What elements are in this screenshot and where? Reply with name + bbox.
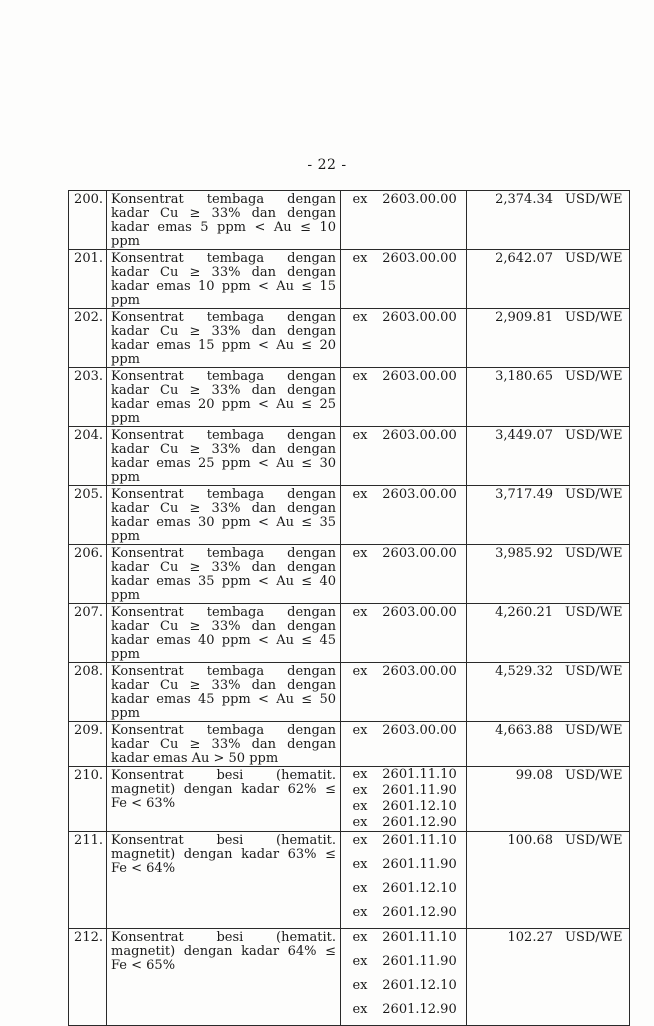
price-cell: [467, 929, 630, 1026]
hs-code: 2603.00.00: [382, 310, 457, 325]
hs-code-line: [341, 929, 466, 953]
export-price-value: 3,180.65: [495, 369, 553, 384]
hs-code: 2601.12.10: [382, 978, 457, 993]
row-number: 200.: [69, 191, 107, 250]
row-number: 201.: [69, 250, 107, 309]
hs-code: 2601.11.10: [382, 930, 457, 945]
export-price-value: 2,909.81: [495, 310, 553, 325]
product-description: Konsentrat tembaga dengan kadar Cu ≥ 33% dan dengan kadar emas 35 ppm < Au ≤ 40 ppm: [107, 545, 341, 604]
hs-code-line: [341, 880, 466, 904]
hs-code: 2603.00.00: [382, 605, 457, 620]
row-number: 207.: [69, 604, 107, 663]
export-price-value: 4,663.88: [495, 723, 553, 738]
price-unit: USD/WE: [565, 192, 623, 207]
ex-marker: ex: [352, 192, 368, 207]
hs-code-line: [341, 250, 466, 266]
export-price-value: 3,985.92: [495, 546, 553, 561]
ex-marker: ex: [352, 487, 368, 502]
product-description: Konsentrat tembaga dengan kadar Cu ≥ 33% dan dengan kadar emas 5 ppm < Au ≤ 10 ppm: [107, 191, 341, 250]
row-number: 211.: [69, 832, 107, 929]
product-description: Konsentrat tembaga dengan kadar Cu ≥ 33% dan dengan kadar emas Au > 50 ppm: [107, 722, 341, 767]
price-unit: USD/WE: [565, 310, 623, 325]
price-unit: USD/WE: [565, 930, 623, 945]
hs-code-line: [341, 953, 466, 977]
price-unit: USD/WE: [565, 768, 623, 783]
hs-code-line: [341, 977, 466, 1001]
hs-code-line: [341, 799, 466, 815]
hs-code-line: [341, 832, 466, 856]
hs-code: 2603.00.00: [382, 487, 457, 502]
price-unit: USD/WE: [565, 664, 623, 679]
price-cell: [467, 832, 630, 929]
product-description: Konsentrat tembaga dengan kadar Cu ≥ 33% dan dengan kadar emas 45 ppm < Au ≤ 50 ppm: [107, 663, 341, 722]
ex-marker: ex: [352, 723, 368, 738]
price-unit: USD/WE: [565, 546, 623, 561]
export-price-value: 3,449.07: [495, 428, 553, 443]
hs-code: 2601.12.10: [382, 881, 457, 896]
row-number: 212.: [69, 929, 107, 1026]
hs-code-cell: [341, 832, 467, 929]
hs-code-line: [341, 815, 466, 831]
ex-marker: ex: [352, 664, 368, 679]
hs-code: 2601.12.90: [382, 1002, 457, 1017]
hs-code: 2601.12.90: [382, 815, 457, 830]
hs-code-line: [341, 856, 466, 880]
product-description: Konsentrat tembaga dengan kadar Cu ≥ 33% dan dengan kadar emas 20 ppm < Au ≤ 25 ppm: [107, 368, 341, 427]
product-description: Konsentrat besi (hematit. magnetit) dengan kadar 63% ≤ Fe < 64%: [107, 832, 341, 929]
row-number: 209.: [69, 722, 107, 767]
ex-marker: ex: [352, 251, 368, 266]
table-row: [69, 767, 630, 832]
hs-code-line: [341, 767, 466, 783]
export-price-value: 99.08: [515, 768, 553, 783]
hs-code-cell: [341, 767, 467, 832]
hs-code: 2601.11.90: [382, 783, 457, 798]
ex-marker: ex: [352, 930, 368, 945]
row-number: 204.: [69, 427, 107, 486]
hs-code-cell: [341, 722, 467, 767]
table-row: [69, 929, 630, 1026]
hs-code-cell: [341, 309, 467, 368]
hs-code: 2603.00.00: [382, 369, 457, 384]
price-cell: [467, 604, 630, 663]
hs-code-line: [341, 1001, 466, 1025]
export-price-value: 3,717.49: [495, 487, 553, 502]
hs-code-line: [341, 783, 466, 799]
hs-code-line: [341, 663, 466, 679]
ex-marker: ex: [352, 767, 368, 782]
ex-marker: ex: [352, 310, 368, 325]
price-unit: USD/WE: [565, 369, 623, 384]
ex-marker: ex: [352, 881, 368, 896]
hs-code: 2603.00.00: [382, 546, 457, 561]
ex-marker: ex: [352, 546, 368, 561]
hs-code-line: [341, 309, 466, 325]
export-price-value: 100.68: [507, 833, 553, 848]
ex-marker: ex: [352, 954, 368, 969]
hs-code-line: [341, 545, 466, 561]
price-unit: USD/WE: [565, 605, 623, 620]
table-row: [69, 722, 630, 767]
row-number: 203.: [69, 368, 107, 427]
table-row: [69, 604, 630, 663]
price-cell: [467, 545, 630, 604]
hs-code-cell: [341, 191, 467, 250]
ex-marker: ex: [352, 783, 368, 798]
hs-code-cell: [341, 486, 467, 545]
product-description: Konsentrat tembaga dengan kadar Cu ≥ 33% dan dengan kadar emas 15 ppm < Au ≤ 20 ppm: [107, 309, 341, 368]
row-number: 202.: [69, 309, 107, 368]
ex-marker: ex: [352, 833, 368, 848]
table-row: [69, 663, 630, 722]
hs-code: 2601.12.90: [382, 905, 457, 920]
price-cell: [467, 191, 630, 250]
hs-code: 2603.00.00: [382, 192, 457, 207]
hs-code-line: [341, 722, 466, 738]
price-cell: [467, 663, 630, 722]
ex-marker: ex: [352, 605, 368, 620]
price-unit: USD/WE: [565, 487, 623, 502]
hs-code-line: [341, 604, 466, 620]
price-unit: USD/WE: [565, 251, 623, 266]
hs-code-line: [341, 427, 466, 443]
table-row: [69, 486, 630, 545]
ex-marker: ex: [352, 369, 368, 384]
hs-code-cell: [341, 545, 467, 604]
table-row: [69, 545, 630, 604]
export-price-table: [68, 190, 630, 1026]
table-row: [69, 832, 630, 929]
row-number: 208.: [69, 663, 107, 722]
ex-marker: ex: [352, 1002, 368, 1017]
product-description: Konsentrat tembaga dengan kadar Cu ≥ 33% dan dengan kadar emas 10 ppm < Au ≤ 15 ppm: [107, 250, 341, 309]
price-cell: [467, 486, 630, 545]
ex-marker: ex: [352, 857, 368, 872]
export-price-value: 4,529.32: [495, 664, 553, 679]
export-price-value: 102.27: [507, 930, 553, 945]
export-price-value: 2,642.07: [495, 251, 553, 266]
price-cell: [467, 368, 630, 427]
product-description: Konsentrat besi (hematit. magnetit) dengan kadar 64% ≤ Fe < 65%: [107, 929, 341, 1026]
row-number: 210.: [69, 767, 107, 832]
export-price-value: 4,260.21: [495, 605, 553, 620]
hs-code: 2603.00.00: [382, 723, 457, 738]
product-description: Konsentrat besi (hematit. magnetit) dengan kadar 62% ≤ Fe < 63%: [107, 767, 341, 832]
ex-marker: ex: [352, 978, 368, 993]
table-row: [69, 427, 630, 486]
hs-code: 2603.00.00: [382, 428, 457, 443]
hs-code: 2601.11.90: [382, 857, 457, 872]
hs-code: 2601.11.10: [382, 767, 457, 782]
product-description: Konsentrat tembaga dengan kadar Cu ≥ 33% dan dengan kadar emas 40 ppm < Au ≤ 45 ppm: [107, 604, 341, 663]
price-cell: [467, 309, 630, 368]
price-unit: USD/WE: [565, 428, 623, 443]
hs-code-line: [341, 191, 466, 207]
hs-code-cell: [341, 604, 467, 663]
price-cell: [467, 427, 630, 486]
price-unit: USD/WE: [565, 723, 623, 738]
hs-code-line: [341, 368, 466, 384]
ex-marker: ex: [352, 905, 368, 920]
export-price-value: 2,374.34: [495, 192, 553, 207]
hs-code-cell: [341, 427, 467, 486]
price-cell: [467, 250, 630, 309]
table-row: [69, 368, 630, 427]
table-row: [69, 309, 630, 368]
price-cell: [467, 767, 630, 832]
price-cell: [467, 722, 630, 767]
hs-code-cell: [341, 368, 467, 427]
ex-marker: ex: [352, 428, 368, 443]
ex-marker: ex: [352, 815, 368, 830]
hs-code-line: [341, 904, 466, 928]
page-number: - 22 -: [307, 157, 347, 173]
row-number: 206.: [69, 545, 107, 604]
hs-code: 2603.00.00: [382, 664, 457, 679]
hs-code-cell: [341, 663, 467, 722]
row-number: 205.: [69, 486, 107, 545]
hs-code-line: [341, 486, 466, 502]
hs-code-cell: [341, 929, 467, 1026]
table-row: [69, 250, 630, 309]
hs-code-cell: [341, 250, 467, 309]
hs-code: 2601.11.90: [382, 954, 457, 969]
hs-code: 2601.12.10: [382, 799, 457, 814]
product-description: Konsentrat tembaga dengan kadar Cu ≥ 33% dan dengan kadar emas 30 ppm < Au ≤ 35 ppm: [107, 486, 341, 545]
hs-code: 2601.11.10: [382, 833, 457, 848]
product-description: Konsentrat tembaga dengan kadar Cu ≥ 33% dan dengan kadar emas 25 ppm < Au ≤ 30 ppm: [107, 427, 341, 486]
ex-marker: ex: [352, 799, 368, 814]
table-row: [69, 191, 630, 250]
price-unit: USD/WE: [565, 833, 623, 848]
hs-code: 2603.00.00: [382, 251, 457, 266]
